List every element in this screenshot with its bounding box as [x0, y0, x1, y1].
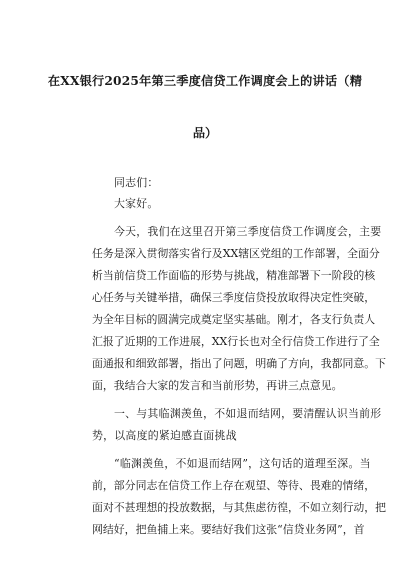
- body-line: 今天，我们在这里召开第三季度信贷工作调度会，主要: [114, 225, 382, 238]
- document-title-line1: 在XX银行2025年第三季度信贷工作调度会上的讲话（精: [47, 74, 363, 88]
- body-line: “临渊羡鱼，不如退而结网”，这句话的道理至深。当: [114, 457, 371, 470]
- body-line: 前，部分同志在信贷工作上存在观望、等待、畏难的情绪，: [92, 479, 376, 492]
- body-line: 汇报了近期的工作进展，XX行长也对全行信贷工作进行了全: [92, 335, 380, 348]
- body-line: 面，我结合大家的发言和当前形势，再讲三点意见。: [92, 379, 343, 392]
- body-line: 心任务与关键举措，确保三季度信贷投放取得决定性突破，: [92, 291, 376, 304]
- body-line: 析当前信贷工作面临的形势与挑战，精准部署下一阶段的核: [92, 269, 376, 282]
- salutation: 同志们：: [114, 176, 159, 189]
- greeting: 大家好。: [114, 197, 159, 210]
- document-title-line2: 品）: [192, 126, 218, 140]
- body-line: 网结好，把鱼捕上来。要结好我们这张“信贷业务网”，首: [92, 523, 365, 536]
- body-line: 任务是深入贯彻落实省行及XX辖区党组的工作部署，全面分: [92, 247, 380, 260]
- section-heading-line: 一、与其临渊羡鱼，不如退而结网，要清醒认识当前形: [114, 407, 382, 420]
- body-line: 面对不甚理想的投放数据，与其焦虑彷徨，不如立刻行动，把: [92, 501, 387, 514]
- section-heading-line: 势，以高度的紧迫感直面挑战: [92, 429, 237, 442]
- body-line: 为全年目标的圆满完成奠定坚实基础。刚才，各支行负责人: [92, 313, 376, 326]
- body-line: 面通报和细致部署，指出了问题，明确了方向，我都同意。下: [92, 357, 387, 370]
